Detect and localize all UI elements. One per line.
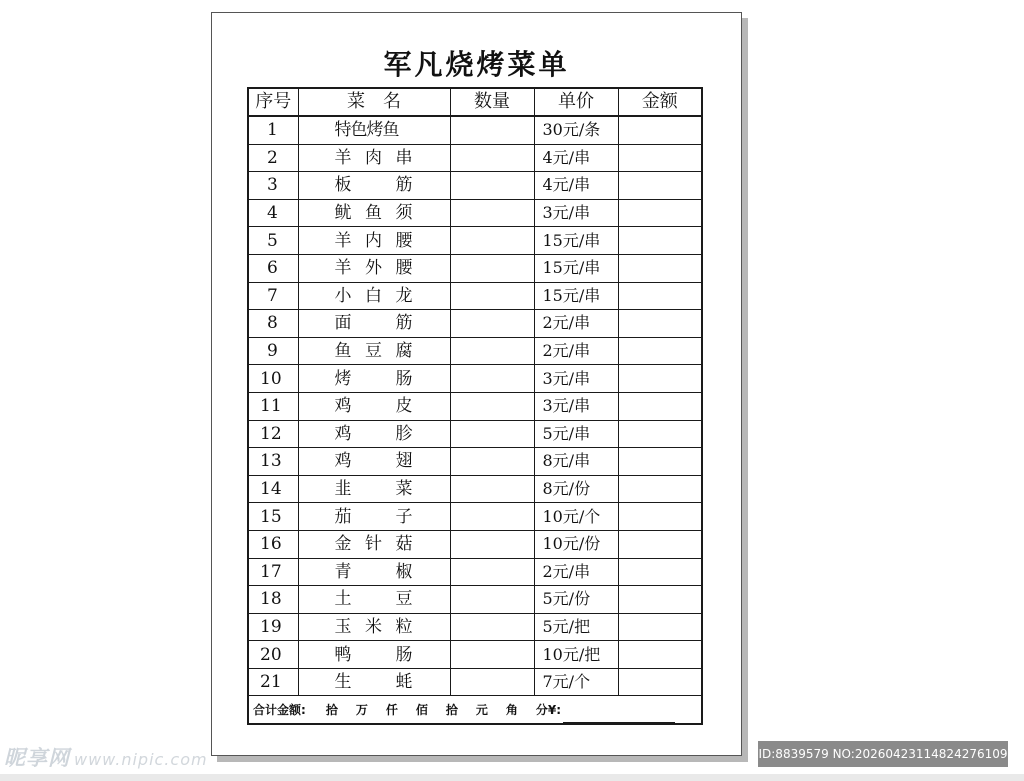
- dish-name: 玉米粒: [334, 616, 413, 637]
- unit-price: 15元/串: [534, 227, 618, 255]
- table-row: [248, 116, 702, 144]
- unit-price: 4元/串: [534, 144, 618, 172]
- header-no: 序号: [248, 88, 298, 116]
- quantity-cell: [450, 116, 534, 144]
- unit-price: 5元/串: [534, 420, 618, 448]
- dish-name-cell: [298, 199, 450, 227]
- dish-name: 羊内腰: [334, 230, 413, 251]
- table-row: [248, 365, 702, 393]
- row-number: 10: [248, 365, 298, 393]
- row-number: 20: [248, 641, 298, 669]
- unit-yuan: 元: [475, 702, 488, 717]
- dish-name: 烤肠: [334, 368, 413, 389]
- amount-cell: [618, 337, 702, 365]
- amount-cell: [618, 254, 702, 282]
- header-name: 菜 名: [298, 88, 450, 116]
- quantity-cell: [450, 475, 534, 503]
- table-row: [248, 310, 702, 338]
- dish-name-cell: [298, 172, 450, 200]
- dish-name-cell: [298, 613, 450, 641]
- amount-cell: [618, 475, 702, 503]
- dish-name: 羊肉串: [334, 147, 413, 168]
- header-price: 单价: [534, 88, 618, 116]
- row-number: 3: [248, 172, 298, 200]
- amount-cell: [618, 558, 702, 586]
- row-number: 9: [248, 337, 298, 365]
- unit-jiao: 角: [505, 702, 518, 717]
- amount-cell: [618, 613, 702, 641]
- unit-price: 15元/串: [534, 254, 618, 282]
- dish-name-cell: [298, 282, 450, 310]
- unit-price: 15元/串: [534, 282, 618, 310]
- quantity-cell: [450, 337, 534, 365]
- dish-name-cell: [298, 586, 450, 614]
- menu-items: [248, 116, 702, 696]
- menu-page: [211, 12, 742, 756]
- unit-price: 8元/串: [534, 448, 618, 476]
- row-number: 17: [248, 558, 298, 586]
- amount-cell: [618, 586, 702, 614]
- quantity-cell: [450, 365, 534, 393]
- row-number: 13: [248, 448, 298, 476]
- row-number: 21: [248, 668, 298, 696]
- table-row: [248, 227, 702, 255]
- quantity-cell: [450, 172, 534, 200]
- row-number: 6: [248, 254, 298, 282]
- unit-bai: 佰: [415, 702, 428, 717]
- quantity-cell: [450, 613, 534, 641]
- table-row: [248, 530, 702, 558]
- unit-price: 3元/串: [534, 392, 618, 420]
- row-number: 4: [248, 199, 298, 227]
- dish-name-cell: [298, 641, 450, 669]
- dish-name: 板筋: [334, 175, 413, 196]
- dish-name-cell: [298, 392, 450, 420]
- watermark-url: www.nipic.com: [74, 750, 208, 769]
- dish-name-cell: [298, 503, 450, 531]
- dish-name-cell: [298, 475, 450, 503]
- dish-name: 土豆: [334, 589, 413, 610]
- bottom-scroll-strip: [0, 774, 1024, 781]
- amount-cell: [618, 448, 702, 476]
- total-amount-line: [563, 710, 675, 723]
- dish-name-cell: [298, 254, 450, 282]
- amount-cell: [618, 172, 702, 200]
- table-row: [248, 199, 702, 227]
- quantity-cell: [450, 227, 534, 255]
- header-amount: 金额: [618, 88, 702, 116]
- amount-cell: [618, 116, 702, 144]
- table-row: [248, 448, 702, 476]
- table-row: [248, 475, 702, 503]
- unit-price: 5元/把: [534, 613, 618, 641]
- unit-qian: 仟: [385, 702, 398, 717]
- table-row: [248, 586, 702, 614]
- table-row: [248, 144, 702, 172]
- unit-price: 30元/条: [534, 116, 618, 144]
- total-row: [248, 696, 702, 725]
- unit-price: 10元/份: [534, 530, 618, 558]
- dish-name: 鸡胗: [334, 423, 413, 444]
- amount-cell: [618, 199, 702, 227]
- dish-name: 小白龙: [334, 285, 413, 306]
- quantity-cell: [450, 420, 534, 448]
- table-row: [248, 172, 702, 200]
- dish-name: 金针菇: [334, 534, 413, 555]
- row-number: 14: [248, 475, 298, 503]
- table-row: [248, 254, 702, 282]
- row-number: 7: [248, 282, 298, 310]
- amount-cell: [618, 310, 702, 338]
- quantity-cell: [450, 448, 534, 476]
- unit-price: 8元/份: [534, 475, 618, 503]
- unit-price: 7元/个: [534, 668, 618, 696]
- table-row: [248, 558, 702, 586]
- row-number: 18: [248, 586, 298, 614]
- dish-name-cell: [298, 116, 450, 144]
- unit-shi: 拾: [445, 702, 458, 717]
- unit-price: 10元/个: [534, 503, 618, 531]
- row-number: 15: [248, 503, 298, 531]
- dish-name: 鸡翅: [334, 451, 413, 472]
- table-row: [248, 503, 702, 531]
- table-row: [248, 282, 702, 310]
- quantity-cell: [450, 310, 534, 338]
- dish-name-cell: [298, 227, 450, 255]
- quantity-cell: [450, 668, 534, 696]
- unit-price: 10元/把: [534, 641, 618, 669]
- row-number: 11: [248, 392, 298, 420]
- unit-price: 3元/串: [534, 199, 618, 227]
- row-number: 8: [248, 310, 298, 338]
- menu-table: [247, 87, 703, 725]
- amount-cell: [618, 282, 702, 310]
- quantity-cell: [450, 282, 534, 310]
- dish-name-cell: [298, 558, 450, 586]
- quantity-cell: [450, 503, 534, 531]
- total-cell: [248, 696, 702, 725]
- header-qty: 数量: [450, 88, 534, 116]
- site-watermark: [4, 742, 208, 772]
- row-number: 5: [248, 227, 298, 255]
- table-row: [248, 392, 702, 420]
- dish-name: 青椒: [334, 561, 413, 582]
- total-label: 合计金额:: [253, 702, 306, 717]
- unit-wan: 万: [355, 702, 368, 717]
- menu-title: 军凡烧烤菜单: [383, 48, 570, 81]
- unit-price: 3元/串: [534, 365, 618, 393]
- amount-cell: [618, 365, 702, 393]
- row-number: 19: [248, 613, 298, 641]
- row-number: 16: [248, 530, 298, 558]
- unit-price: 2元/串: [534, 310, 618, 338]
- quantity-cell: [450, 641, 534, 669]
- table-row: [248, 641, 702, 669]
- dish-name: 特色烤鱼: [334, 120, 399, 141]
- quantity-cell: [450, 144, 534, 172]
- amount-cell: [618, 668, 702, 696]
- dish-name: 鸭肠: [334, 644, 413, 665]
- dish-name-cell: [298, 420, 450, 448]
- quantity-cell: [450, 254, 534, 282]
- quantity-cell: [450, 199, 534, 227]
- table-row: [248, 668, 702, 696]
- table-row: [248, 337, 702, 365]
- quantity-cell: [450, 558, 534, 586]
- quantity-cell: [450, 530, 534, 558]
- quantity-cell: [450, 392, 534, 420]
- image-id-badge: ID:8839579 NO:20260423114824276109: [758, 741, 1008, 767]
- amount-cell: [618, 420, 702, 448]
- dish-name-cell: [298, 144, 450, 172]
- dish-name-cell: [298, 668, 450, 696]
- amount-cell: [618, 392, 702, 420]
- unit-price: 4元/串: [534, 172, 618, 200]
- row-number: 2: [248, 144, 298, 172]
- amount-cell: [618, 530, 702, 558]
- table-row: [248, 613, 702, 641]
- dish-name-cell: [298, 337, 450, 365]
- amount-cell: [618, 503, 702, 531]
- amount-cell: [618, 227, 702, 255]
- unit-fen-yuan-sign: 分¥:: [535, 702, 562, 717]
- unit-price: 5元/份: [534, 586, 618, 614]
- dish-name: 茄子: [334, 506, 413, 527]
- dish-name: 羊外腰: [334, 258, 413, 279]
- dish-name: 鱼豆腐: [334, 341, 413, 362]
- dish-name: 鱿鱼须: [334, 203, 413, 224]
- unit-shi-wan: 拾: [325, 702, 338, 717]
- dish-name-cell: [298, 530, 450, 558]
- dish-name: 鸡皮: [334, 396, 413, 417]
- dish-name-cell: [298, 310, 450, 338]
- dish-name: 生蚝: [334, 672, 413, 693]
- quantity-cell: [450, 586, 534, 614]
- amount-cell: [618, 641, 702, 669]
- dish-name-cell: [298, 448, 450, 476]
- unit-price: 2元/串: [534, 337, 618, 365]
- dish-name: 面筋: [334, 313, 413, 334]
- table-header-row: [248, 88, 702, 116]
- dish-name: 韭菜: [334, 479, 413, 500]
- row-number: 12: [248, 420, 298, 448]
- watermark-logo: 昵享网: [4, 746, 70, 770]
- table-row: [248, 420, 702, 448]
- unit-price: 2元/串: [534, 558, 618, 586]
- row-number: 1: [248, 116, 298, 144]
- amount-cell: [618, 144, 702, 172]
- dish-name-cell: [298, 365, 450, 393]
